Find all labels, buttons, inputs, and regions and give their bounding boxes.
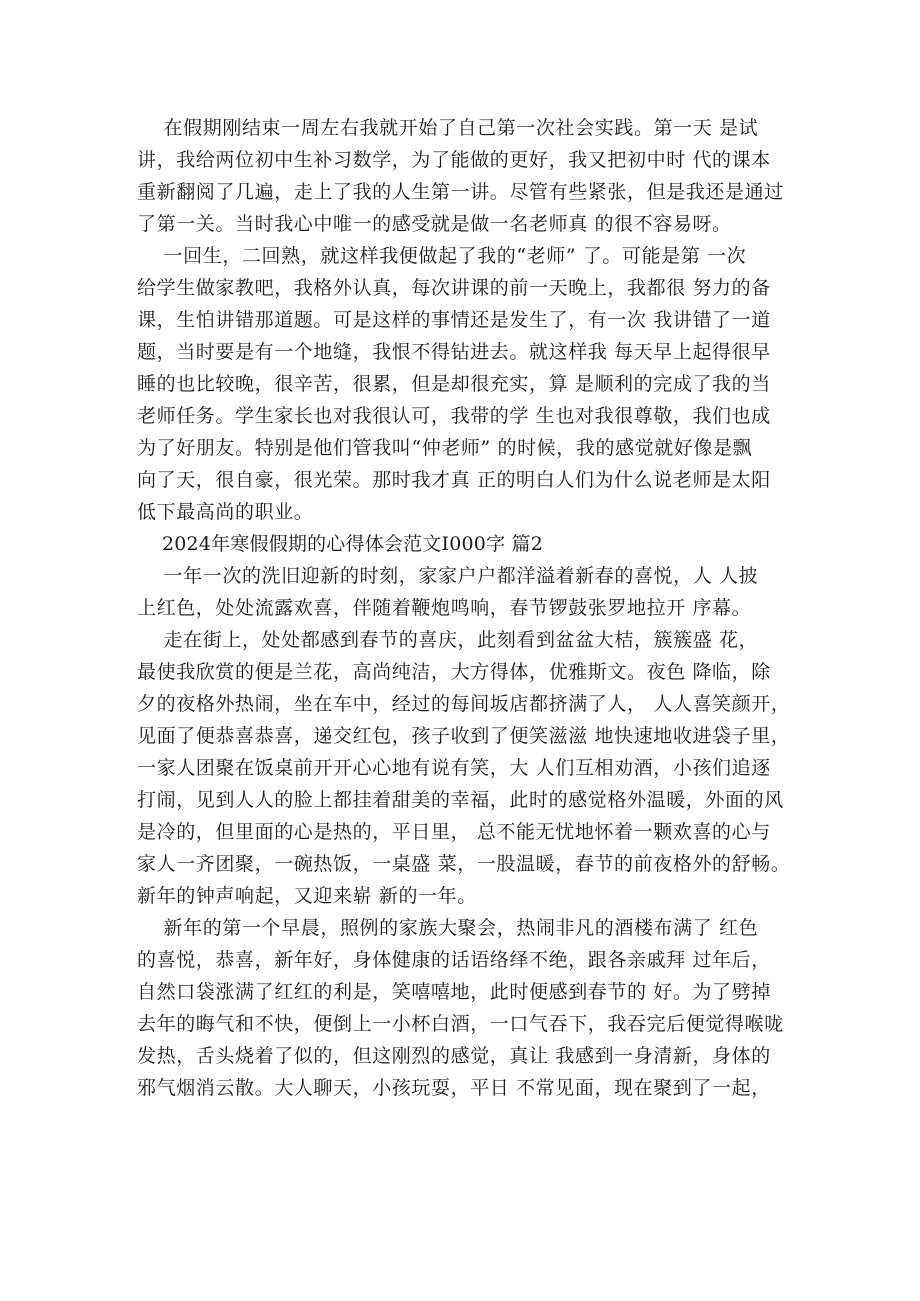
text-line: 新年的钟声响起，又迎来崭 新的一年。 [137, 885, 477, 907]
text-line: 低下最高尚的职业。 [137, 501, 314, 523]
text-line: 去年的晦气和不快，便倒上一小杯白酒，一口气吞下，我吞完后便觉得喉咙 [137, 1013, 784, 1035]
text-line: 的喜悦，恭喜，新年好，身体健康的话语络绎不绝，跟各亲戚拜 过年后， [137, 949, 771, 971]
text-line: 邪气烟消云散。大人聊天，小孩玩耍，平日 不常见面，现在聚到了一起， [137, 1077, 771, 1099]
text-line: 家人一齐团聚，一碗热饭，一桌盛 菜，一股温暖，春节的前夜格外的舒畅。 [137, 853, 791, 875]
text-line: 老师任务。学生家长也对我很认可，我带的学 生也对我很尊敬，我们也成 [137, 405, 771, 427]
text-line: 一年一次的洗旧迎新的时刻，家家户户都洋溢着新春的喜悦，人 人披 [137, 565, 759, 587]
text-line: 自然口袋涨满了红红的利是，笑嘻嘻地，此时便感到春节的 好。为了劈掉 [137, 981, 771, 1003]
text-line: 最使我欣赏的便是兰花，高尚纯洁，大方得体，优雅斯文。夜色 降临，除 [137, 661, 771, 683]
text-line: 给学生做家教吧，我格外认真，每次讲课的前一天晚上，我都很 努力的备 [137, 277, 771, 299]
text-line: 了第一关。当时我心中唯一的感受就是做一名老师真 的很不容易呀。 [137, 213, 732, 235]
text-line: 题，当时要是有一个地缝，我恨不得钻进去。就这样我 每天早上起得很早 [137, 341, 771, 363]
text-line: 新年的第一个早晨，照例的家族大聚会，热闹非凡的酒楼布满了 红色 [137, 917, 759, 939]
text-line: 课，生怕讲错那道题。可是这样的事情还是发生了，有一次 我讲错了一道 [137, 309, 771, 331]
text-line: 为了好朋友。特别是他们管我叫“仲老师” 的时候，我的感觉就好像是飘 [137, 437, 753, 459]
text-line: 在假期刚结束一周左右我就开始了自己第一次社会实践。第一天 是试 [137, 117, 759, 139]
text-line: 上红色，处处流露欢喜，伴随着鞭炮鸣响，春节锣鼓张罗地拉开 序幕。 [137, 597, 752, 619]
document-body [137, 112, 807, 1104]
text-line: 走在街上，处处都感到春节的喜庆，此刻看到盆盆大桔，簇簇盛 花， [137, 629, 759, 651]
text-line: 一回生，二回熟，就这样我便做起了我的“老师” 了。可能是第 一次 [137, 245, 747, 267]
text-line: 是冷的，但里面的心是热的，平日里， 总不能无忧地怀着一颗欢喜的心与 [137, 821, 771, 843]
text-line: 见面了便恭喜恭喜，递交红包，孩子收到了便笑滋滋 地快速地收进袋子里， [137, 725, 791, 747]
text-line: 发热，舌头烧着了似的，但这刚烈的感觉，真让 我感到一身清新，身体的 [137, 1045, 771, 1067]
text-line: 打闹，见到人人的脸上都挂着甜美的幸福，此时的感觉格外温暖，外面的风 [137, 789, 784, 811]
text-line: 睡的也比较晚，很辛苦，很累，但是却很充实，算 是顺利的完成了我的当 [137, 373, 771, 395]
text-line: 夕的夜格外热闹，坐在车中，经过的每间坂店都挤满了人， 人人喜笑颜开， [137, 693, 791, 715]
text-line: 讲，我给两位初中生补习数学，为了能做的更好，我又把初中时 代的课本 [137, 149, 771, 171]
text-line: 重新翻阅了几遍，走上了我的人生第一讲。尽管有些紧张，但是我还是通过 [137, 181, 784, 203]
section-heading: 2024年寒假假期的心得体会范文I000字 篇2 [137, 533, 544, 555]
text-line: 向了天，很自豪，很光荣。那时我才真 正的明白人们为什么说老师是太阳 [137, 469, 771, 491]
text-line: 一家人团聚在饭桌前开开心心地有说有笑，大 人们互相劝酒，小孩们追逐 [137, 757, 771, 779]
